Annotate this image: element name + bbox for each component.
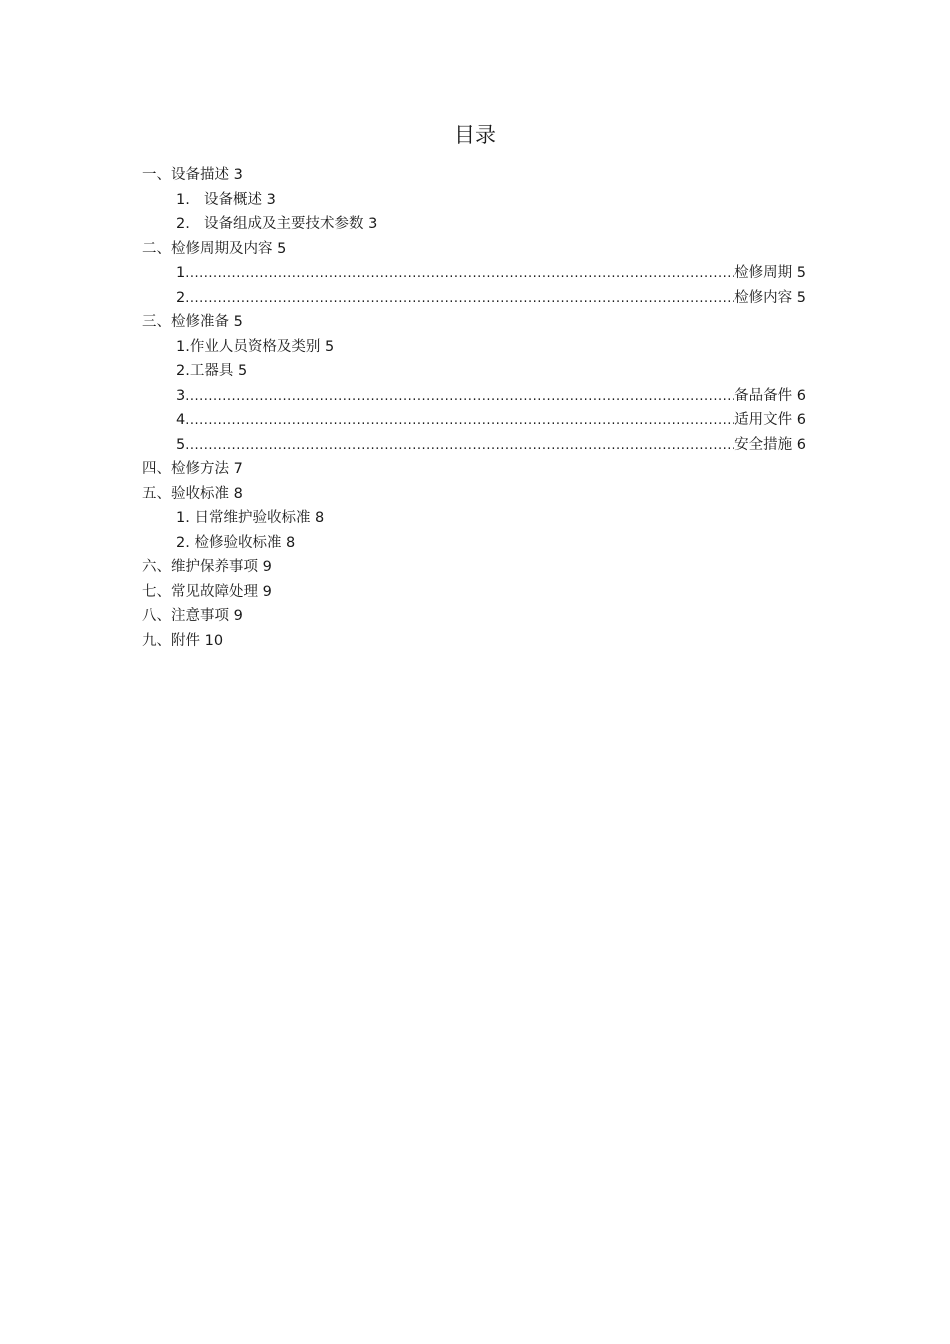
- toc-entry-label: 安全措施 6: [734, 436, 806, 453]
- toc-entry-label: 2. 检修验收标准 8: [176, 534, 296, 551]
- toc-entry-label: 一、设备描述 3: [142, 167, 243, 183]
- toc-entry-label: 八、注意事项 9: [142, 608, 243, 624]
- dot-leader: [185, 287, 734, 312]
- toc-entry-label: 三、检修准备 5: [142, 314, 243, 330]
- toc-entry[interactable]: [142, 408, 806, 433]
- toc-entry[interactable]: [142, 555, 806, 580]
- toc-entry[interactable]: [142, 506, 806, 531]
- toc-title: 目录: [454, 123, 496, 147]
- toc-entry-label: 九、附件 10: [142, 632, 224, 649]
- dot-leader: [185, 409, 734, 434]
- toc-entry-label: 检修周期 5: [734, 265, 806, 281]
- toc-entry[interactable]: [142, 384, 806, 409]
- dot-leader: [185, 262, 734, 287]
- toc-entry-label: 设备组成及主要技术参数 3: [204, 216, 378, 232]
- toc-entry[interactable]: [142, 261, 806, 286]
- toc-entry[interactable]: [142, 482, 806, 507]
- toc-entry[interactable]: [142, 629, 806, 654]
- toc-entry-label: 四、检修方法 7: [142, 461, 243, 477]
- dot-leader: [185, 434, 734, 459]
- toc-entry[interactable]: [142, 163, 806, 188]
- toc-entry[interactable]: [142, 457, 806, 482]
- toc-entry[interactable]: [142, 580, 806, 605]
- table-of-contents: [142, 163, 806, 653]
- toc-entry-label: 适用文件 6: [734, 412, 806, 428]
- toc-entry[interactable]: [142, 212, 806, 237]
- toc-entry-label: 六、维护保养事项 9: [142, 559, 272, 575]
- toc-entry[interactable]: [142, 531, 806, 556]
- toc-entry[interactable]: [142, 604, 806, 629]
- toc-entry[interactable]: [142, 188, 806, 213]
- toc-entry-label: 二、检修周期及内容 5: [142, 240, 287, 257]
- toc-entry-number: 4: [176, 412, 186, 428]
- toc-entry-number: 2: [176, 289, 186, 306]
- toc-entry-number: 1.: [176, 191, 190, 208]
- toc-entry[interactable]: [142, 335, 806, 360]
- toc-entry[interactable]: [142, 286, 806, 311]
- toc-entry[interactable]: [142, 237, 806, 262]
- toc-entry[interactable]: [142, 359, 806, 384]
- toc-entry-label: 备品备件 6: [734, 387, 806, 404]
- toc-entry[interactable]: [142, 310, 806, 335]
- toc-entry-number: 3: [176, 387, 186, 404]
- toc-entry-number: 1: [176, 265, 186, 281]
- toc-entry-number: 5: [176, 436, 186, 453]
- toc-entry-label: 1.作业人员资格及类别 5: [176, 338, 335, 355]
- toc-entry-label: 七、常见故障处理 9: [142, 583, 272, 600]
- toc-entry[interactable]: [142, 433, 806, 458]
- toc-entry-label: 五、验收标准 8: [142, 485, 243, 502]
- toc-entry-number: 2.: [176, 216, 190, 232]
- toc-entry-label: 设备概述 3: [204, 191, 276, 208]
- dot-leader: [185, 385, 734, 410]
- toc-entry-label: 1. 日常维护验收标准 8: [176, 510, 325, 526]
- toc-entry-label: 检修内容 5: [734, 289, 806, 306]
- toc-entry-label: 2.工器具 5: [176, 363, 248, 379]
